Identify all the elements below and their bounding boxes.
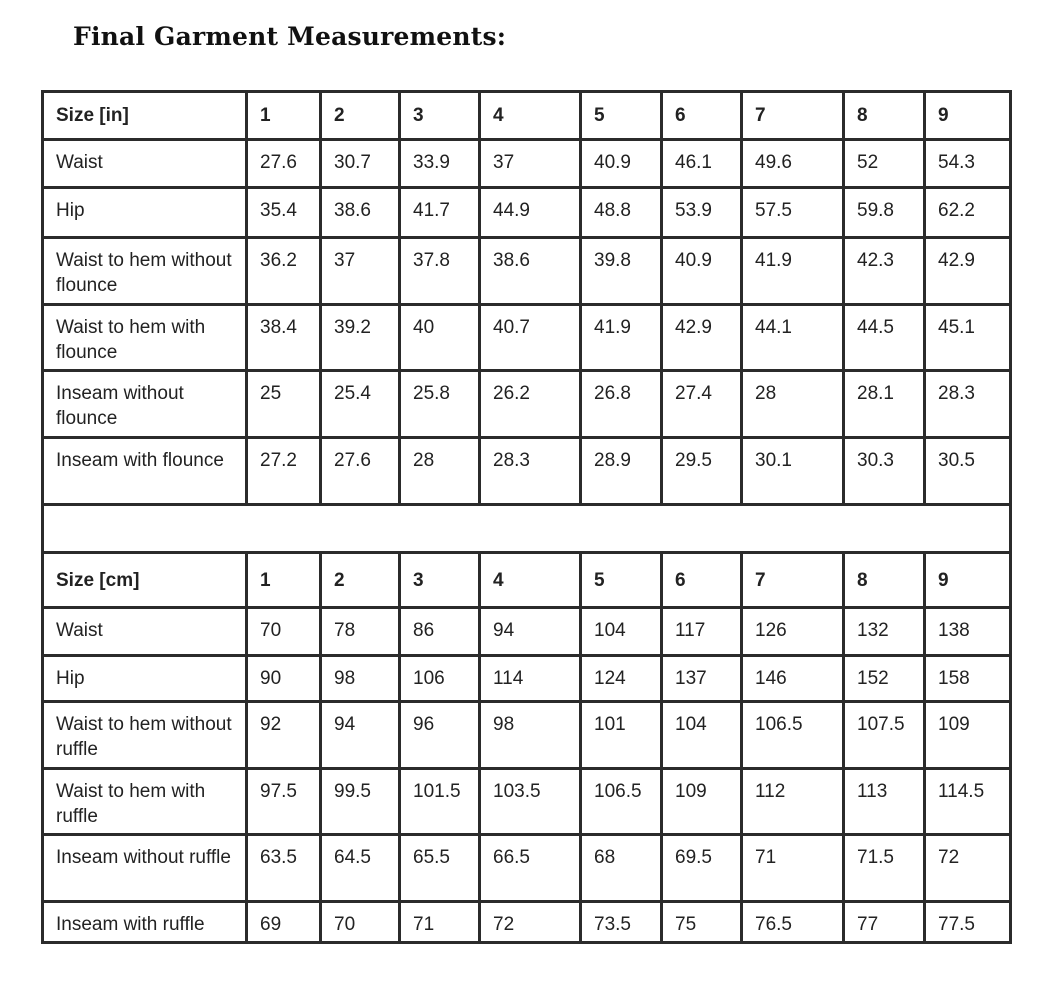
measurement-value-cell: 59.8 [844, 188, 925, 238]
measurement-label-cell: Inseam without ruffle [43, 835, 247, 902]
measurement-label-cell: Inseam with ruffle [43, 902, 247, 943]
measurement-value-cell: 114.5 [925, 769, 1011, 835]
header-label-cell: Size [cm] [43, 553, 247, 608]
measurement-value-cell: 27.6 [247, 140, 321, 188]
measurement-value-cell: 112 [742, 769, 844, 835]
header-label-cell: Size [in] [43, 92, 247, 140]
table-row-cm [43, 902, 1011, 943]
measurement-value-cell: 37.8 [400, 238, 480, 305]
size-header-cell: 5 [581, 553, 662, 608]
measurement-value-cell: 41.9 [742, 238, 844, 305]
measurement-value-cell: 37 [480, 140, 581, 188]
measurement-value-cell: 41.9 [581, 305, 662, 371]
measurement-value-cell: 92 [247, 702, 321, 769]
measurement-value-cell: 137 [662, 656, 742, 702]
measurement-label-cell: Waist [43, 608, 247, 656]
measurement-value-cell: 29.5 [662, 438, 742, 505]
measurement-value-cell: 30.1 [742, 438, 844, 505]
measurement-value-cell: 27.4 [662, 371, 742, 438]
page-title: Final Garment Measurements: [73, 22, 507, 51]
measurement-value-cell: 104 [581, 608, 662, 656]
measurement-value-cell: 106 [400, 656, 480, 702]
measurement-value-cell: 152 [844, 656, 925, 702]
size-header-cell: 7 [742, 553, 844, 608]
measurement-value-cell: 107.5 [844, 702, 925, 769]
measurement-value-cell: 40.7 [480, 305, 581, 371]
header-row-cm [43, 553, 1011, 608]
measurement-value-cell: 28.3 [480, 438, 581, 505]
measurement-value-cell: 98 [321, 656, 400, 702]
measurement-value-cell: 90 [247, 656, 321, 702]
measurements-table [41, 90, 1012, 944]
measurement-value-cell: 27.6 [321, 438, 400, 505]
measurement-value-cell: 42.9 [662, 305, 742, 371]
measurement-value-cell: 106.5 [742, 702, 844, 769]
measurement-value-cell: 44.1 [742, 305, 844, 371]
measurement-value-cell: 98 [480, 702, 581, 769]
measurement-value-cell: 146 [742, 656, 844, 702]
measurement-label-cell: Waist to hem with ruffle [43, 769, 247, 835]
measurement-label-cell: Waist to hem with flounce [43, 305, 247, 371]
measurement-value-cell: 25.4 [321, 371, 400, 438]
measurement-value-cell: 57.5 [742, 188, 844, 238]
table-row-cm [43, 702, 1011, 769]
size-header-cell: 4 [480, 92, 581, 140]
measurement-value-cell: 77.5 [925, 902, 1011, 943]
measurement-value-cell: 54.3 [925, 140, 1011, 188]
measurement-value-cell: 132 [844, 608, 925, 656]
measurement-label-cell: Waist to hem without flounce [43, 238, 247, 305]
measurement-value-cell: 52 [844, 140, 925, 188]
measurement-value-cell: 48.8 [581, 188, 662, 238]
measurement-value-cell: 37 [321, 238, 400, 305]
measurement-value-cell: 76.5 [742, 902, 844, 943]
measurement-value-cell: 46.1 [662, 140, 742, 188]
measurement-value-cell: 96 [400, 702, 480, 769]
measurement-value-cell: 78 [321, 608, 400, 656]
measurement-value-cell: 28.1 [844, 371, 925, 438]
measurement-value-cell: 71 [742, 835, 844, 902]
measurement-value-cell: 109 [925, 702, 1011, 769]
spacer-cell [43, 505, 1011, 553]
measurement-value-cell: 38.4 [247, 305, 321, 371]
measurement-value-cell: 94 [321, 702, 400, 769]
measurement-value-cell: 33.9 [400, 140, 480, 188]
measurement-value-cell: 63.5 [247, 835, 321, 902]
size-header-cell: 1 [247, 553, 321, 608]
measurement-value-cell: 42.9 [925, 238, 1011, 305]
header-row-in [43, 92, 1011, 140]
measurement-value-cell: 94 [480, 608, 581, 656]
measurement-value-cell: 40 [400, 305, 480, 371]
measurement-value-cell: 126 [742, 608, 844, 656]
measurement-value-cell: 40.9 [662, 238, 742, 305]
measurement-value-cell: 69 [247, 902, 321, 943]
measurement-value-cell: 73.5 [581, 902, 662, 943]
table-row-cm [43, 656, 1011, 702]
measurement-value-cell: 28.3 [925, 371, 1011, 438]
table-row-cm [43, 608, 1011, 656]
measurement-value-cell: 65.5 [400, 835, 480, 902]
measurement-value-cell: 124 [581, 656, 662, 702]
measurement-value-cell: 75 [662, 902, 742, 943]
measurement-value-cell: 158 [925, 656, 1011, 702]
table-row-in [43, 438, 1011, 505]
measurement-value-cell: 72 [480, 902, 581, 943]
measurement-value-cell: 39.8 [581, 238, 662, 305]
measurement-value-cell: 30.5 [925, 438, 1011, 505]
measurement-value-cell: 42.3 [844, 238, 925, 305]
measurement-value-cell: 49.6 [742, 140, 844, 188]
table-row-in [43, 188, 1011, 238]
spacer-row [43, 505, 1011, 553]
size-header-cell: 1 [247, 92, 321, 140]
measurement-value-cell: 117 [662, 608, 742, 656]
measurement-value-cell: 70 [247, 608, 321, 656]
measurement-value-cell: 71.5 [844, 835, 925, 902]
measurement-value-cell: 86 [400, 608, 480, 656]
measurement-value-cell: 44.9 [480, 188, 581, 238]
measurement-value-cell: 30.7 [321, 140, 400, 188]
size-header-cell: 2 [321, 553, 400, 608]
measurement-label-cell: Waist to hem without ruffle [43, 702, 247, 769]
measurement-value-cell: 25 [247, 371, 321, 438]
table-row-in [43, 371, 1011, 438]
measurement-value-cell: 30.3 [844, 438, 925, 505]
measurement-value-cell: 40.9 [581, 140, 662, 188]
measurement-value-cell: 72 [925, 835, 1011, 902]
measurement-value-cell: 68 [581, 835, 662, 902]
measurement-value-cell: 70 [321, 902, 400, 943]
measurement-value-cell: 114 [480, 656, 581, 702]
measurement-value-cell: 64.5 [321, 835, 400, 902]
size-header-cell: 6 [662, 92, 742, 140]
size-header-cell: 9 [925, 553, 1011, 608]
size-header-cell: 9 [925, 92, 1011, 140]
measurement-value-cell: 104 [662, 702, 742, 769]
size-header-cell: 3 [400, 553, 480, 608]
measurement-value-cell: 113 [844, 769, 925, 835]
measurement-value-cell: 26.8 [581, 371, 662, 438]
measurement-value-cell: 66.5 [480, 835, 581, 902]
table-row-in [43, 238, 1011, 305]
measurement-value-cell: 53.9 [662, 188, 742, 238]
measurement-value-cell: 77 [844, 902, 925, 943]
measurement-value-cell: 45.1 [925, 305, 1011, 371]
measurement-value-cell: 99.5 [321, 769, 400, 835]
size-header-cell: 7 [742, 92, 844, 140]
measurement-value-cell: 28 [742, 371, 844, 438]
measurement-value-cell: 41.7 [400, 188, 480, 238]
table-row-in [43, 305, 1011, 371]
size-header-cell: 5 [581, 92, 662, 140]
measurement-value-cell: 28 [400, 438, 480, 505]
measurement-label-cell: Hip [43, 188, 247, 238]
measurement-label-cell: Inseam without flounce [43, 371, 247, 438]
measurement-value-cell: 138 [925, 608, 1011, 656]
measurement-value-cell: 25.8 [400, 371, 480, 438]
measurement-value-cell: 39.2 [321, 305, 400, 371]
measurement-value-cell: 106.5 [581, 769, 662, 835]
size-header-cell: 3 [400, 92, 480, 140]
measurement-value-cell: 109 [662, 769, 742, 835]
measurement-value-cell: 38.6 [480, 238, 581, 305]
measurement-value-cell: 26.2 [480, 371, 581, 438]
size-header-cell: 8 [844, 553, 925, 608]
measurement-value-cell: 103.5 [480, 769, 581, 835]
size-header-cell: 4 [480, 553, 581, 608]
measurement-value-cell: 27.2 [247, 438, 321, 505]
size-header-cell: 8 [844, 92, 925, 140]
measurement-value-cell: 62.2 [925, 188, 1011, 238]
measurement-label-cell: Inseam with flounce [43, 438, 247, 505]
table-row-cm [43, 835, 1011, 902]
measurement-value-cell: 97.5 [247, 769, 321, 835]
measurement-value-cell: 35.4 [247, 188, 321, 238]
measurement-value-cell: 101.5 [400, 769, 480, 835]
table-row-cm [43, 769, 1011, 835]
size-header-cell: 2 [321, 92, 400, 140]
table-row-in [43, 140, 1011, 188]
measurement-value-cell: 28.9 [581, 438, 662, 505]
measurement-label-cell: Waist [43, 140, 247, 188]
measurement-value-cell: 101 [581, 702, 662, 769]
measurement-value-cell: 71 [400, 902, 480, 943]
measurement-value-cell: 44.5 [844, 305, 925, 371]
measurement-label-cell: Hip [43, 656, 247, 702]
measurement-value-cell: 38.6 [321, 188, 400, 238]
measurement-value-cell: 69.5 [662, 835, 742, 902]
measurement-value-cell: 36.2 [247, 238, 321, 305]
size-header-cell: 6 [662, 553, 742, 608]
